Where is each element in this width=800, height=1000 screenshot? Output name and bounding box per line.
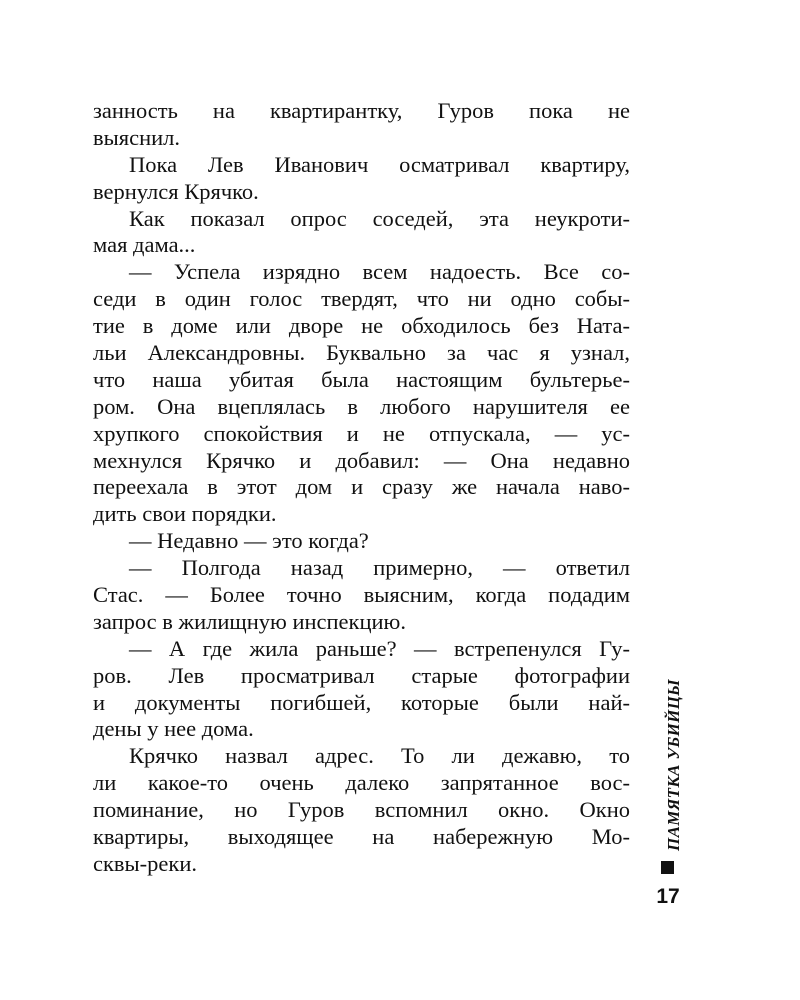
text-line: ров. Лев просматривал старые фотографии <box>93 662 630 688</box>
text-line: льи Александровны. Буквально за час я узнал, <box>93 340 630 366</box>
text-line: вернулся Крячко. <box>93 178 259 204</box>
text-line: Крячко назвал адрес. То ли дежавю, то <box>129 743 630 769</box>
text-line: ром. Она вцеплялась в любого нарушителя ее <box>93 393 630 419</box>
text-line: дены у нее дома. <box>93 716 254 742</box>
text-line: квартиры, выходящее на набережную Мо- <box>93 824 630 850</box>
text-line: что наша убитая была настоящим бультерье- <box>93 366 630 392</box>
body-text <box>93 98 630 878</box>
text-line: ли какое-то очень далеко запрятанное вос- <box>93 770 630 796</box>
text-line: седи в один голос твердят, что ни одно собы- <box>93 286 630 312</box>
text-line: — А где жила раньше? — встрепенулся Гу- <box>129 635 630 661</box>
running-title <box>654 679 694 851</box>
text-line: переехала в этот дом и сразу же начала наво- <box>93 474 630 500</box>
page-number: 17 <box>656 885 680 908</box>
text-line: запрос в жилищную инспекцию. <box>93 608 406 634</box>
text-line: мехнулся Крячко и добавил: — Она недавно <box>93 447 630 473</box>
text-line: — Успела изрядно всем надоесть. Все со- <box>129 259 630 285</box>
text-line: мая дама... <box>93 232 196 258</box>
text-line: дить свои порядки. <box>93 501 277 527</box>
square-marker-icon <box>661 861 674 874</box>
text-line: поминание, но Гуров вспомнил окно. Окно <box>93 797 630 823</box>
text-line: и документы погибшей, которые были най- <box>93 689 630 715</box>
text-line: занность на квартирантку, Гуров пока не <box>93 98 630 123</box>
text-line: — Недавно — это когда? <box>129 528 369 554</box>
text-line: Стас. — Более точно выясним, когда подадим <box>93 582 630 608</box>
text-line: тие в доме или дворе не обходилось без Ната- <box>93 313 630 339</box>
text-line: сквы-реки. <box>93 850 197 876</box>
text-line: Как показал опрос соседей, эта неукроти- <box>129 205 630 231</box>
text-line: хрупкого спокойствия и не отпускала, — ус- <box>93 420 630 446</box>
running-title-text: ПАМЯТКА УБИЙЦЫ <box>664 679 683 851</box>
text-line: выяснил. <box>93 124 181 150</box>
text-line: — Полгода назад примерно, — ответил <box>129 555 630 581</box>
text-line: Пока Лев Иванович осматривал квартиру, <box>129 151 630 177</box>
